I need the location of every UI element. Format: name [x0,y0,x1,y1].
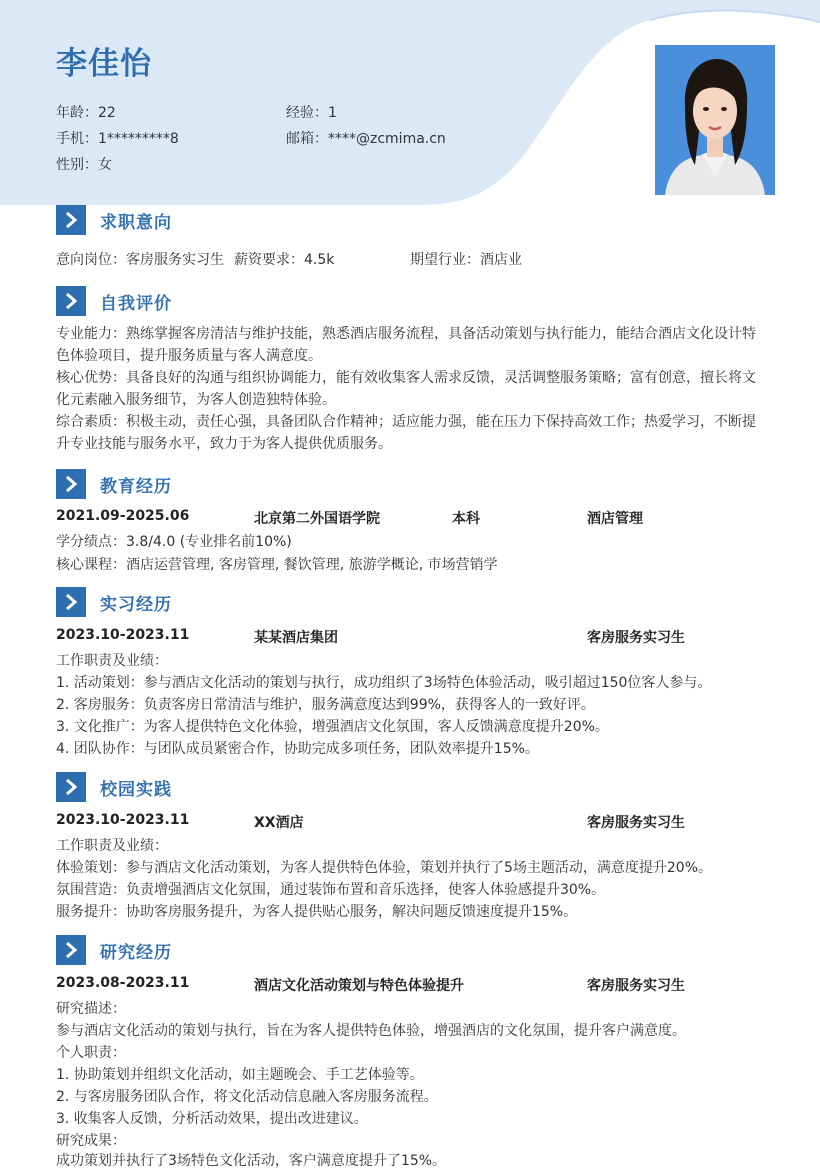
chevron-right-icon [56,772,86,802]
chevron-right-icon [56,205,86,235]
intent-salary: 薪资要求：4.5k [234,252,335,268]
research-date: 2023.08-2023.11 [56,975,190,991]
experience-field: 经验：1 [286,105,337,121]
phone-field: 手机：1*********8 [56,131,179,147]
intent-position: 意向岗位：客房服务实习生 [56,252,224,268]
list-item: 2. 客房服务：负责客房日常清洁与维护，服务满意度达到99%，获得客人的一致好评。 [56,697,595,713]
list-item: 服务提升：协助客房服务提升，为客人提供贴心服务，解决问题反馈速度提升15%。 [56,904,578,920]
section-title: 校园实践 [100,779,172,800]
section-self-evaluation [56,286,172,316]
section-title: 研究经历 [100,942,172,963]
education-degree: 本科 [452,511,480,527]
list-item: 氛围营造：负责增强酒店文化氛围，通过装饰布置和音乐选择，使客人体验感提升30%。 [56,882,606,898]
education-school: 北京第二外国语学院 [254,511,380,527]
research-result: 成功策划并执行了3场特色文化活动，客户满意度提升了15%。 [56,1153,447,1169]
section-education [56,469,172,499]
self-eval-paragraph: 专业能力：熟练掌握客房清洁与维护技能，熟悉酒店服务流程，具备活动策划与执行能力，能结合酒店文化设计特色体验项目，提升服务质量与客人满意度。 [56,326,756,364]
chevron-right-icon [56,587,86,617]
campus-date: 2023.10-2023.11 [56,812,190,828]
intent-industry: 期望行业：酒店业 [410,252,522,268]
list-item: 2. 与客房服务团队合作，将文化活动信息融入客房服务流程。 [56,1089,438,1105]
gender-field: 性别：女 [56,157,112,173]
education-courses: 核心课程：酒店运营管理, 客房管理, 餐饮管理, 旅游学概论, 市场营销学 [56,557,498,573]
section-job-intent [56,205,172,235]
section-title: 实习经历 [100,594,172,615]
section-title: 教育经历 [100,476,172,497]
self-eval-paragraph: 核心优势：具备良好的沟通与组织协调能力，能有效收集客人需求反馈，灵活调整服务策略；富有创意，擅长将文化元素融入服务细节，为客人创造独特体验。 [56,370,756,408]
email-field: 邮箱：****@zcmima.cn [286,131,446,147]
section-campus-practice [56,772,172,802]
candidate-name: 李佳怡 [56,46,152,82]
chevron-right-icon [56,469,86,499]
research-role: 客房服务实习生 [587,978,685,994]
research-desc: 参与酒店文化活动的策划与执行，旨在为客人提供特色体验，增强酒店的文化氛围，提升客户满意度。 [56,1023,686,1039]
chevron-right-icon [56,286,86,316]
list-item: 3. 收集客人反馈，分析活动效果，提出改进建议。 [56,1111,368,1127]
list-item: 1. 活动策划：参与酒店文化活动的策划与执行，成功组织了3场特色体验活动，吸引超过150位客人参与。 [56,675,712,691]
internship-company: 某某酒店集团 [254,630,338,646]
profile-photo [655,45,775,195]
list-item: 1. 协助策划并组织文化活动，如主题晚会、手工艺体验等。 [56,1067,424,1083]
research-result-label: 研究成果： [56,1133,126,1149]
section-title: 求职意向 [100,212,172,233]
section-research [56,935,172,965]
research-desc-label: 研究描述： [56,1001,126,1017]
education-major: 酒店管理 [587,511,643,527]
internship-label: 工作职责及业绩： [56,653,168,669]
age-field: 年龄：22 [56,105,116,121]
chevron-right-icon [56,935,86,965]
list-item: 4. 团队协作：与团队成员紧密合作，协助完成多项任务，团队效率提升15%。 [56,741,539,757]
self-eval-paragraph: 综合素质：积极主动，责任心强，具备团队合作精神；适应能力强，能在压力下保持高效工作；热爱学习，不断提升专业技能与服务水平，致力于为客人提供优质服务。 [56,414,756,452]
section-internship [56,587,172,617]
list-item: 体验策划：参与酒店文化活动策划，为客人提供特色体验，策划并执行了5场主题活动，满意度提升20%。 [56,860,713,876]
campus-role: 客房服务实习生 [587,815,685,831]
research-duty-label: 个人职责： [56,1045,126,1061]
internship-role: 客房服务实习生 [587,630,685,646]
campus-label: 工作职责及业绩： [56,838,168,854]
section-title: 自我评价 [100,293,172,314]
education-gpa: 学分绩点：3.8/4.0 (专业排名前10%) [56,534,292,550]
internship-date: 2023.10-2023.11 [56,627,190,643]
campus-org: XX酒店 [254,815,304,831]
research-project: 酒店文化活动策划与特色体验提升 [254,978,464,994]
education-date: 2021.09-2025.06 [56,508,190,524]
list-item: 3. 文化推广：为客人提供特色文化体验，增强酒店文化氛围，客人反馈满意度提升20%。 [56,719,609,735]
